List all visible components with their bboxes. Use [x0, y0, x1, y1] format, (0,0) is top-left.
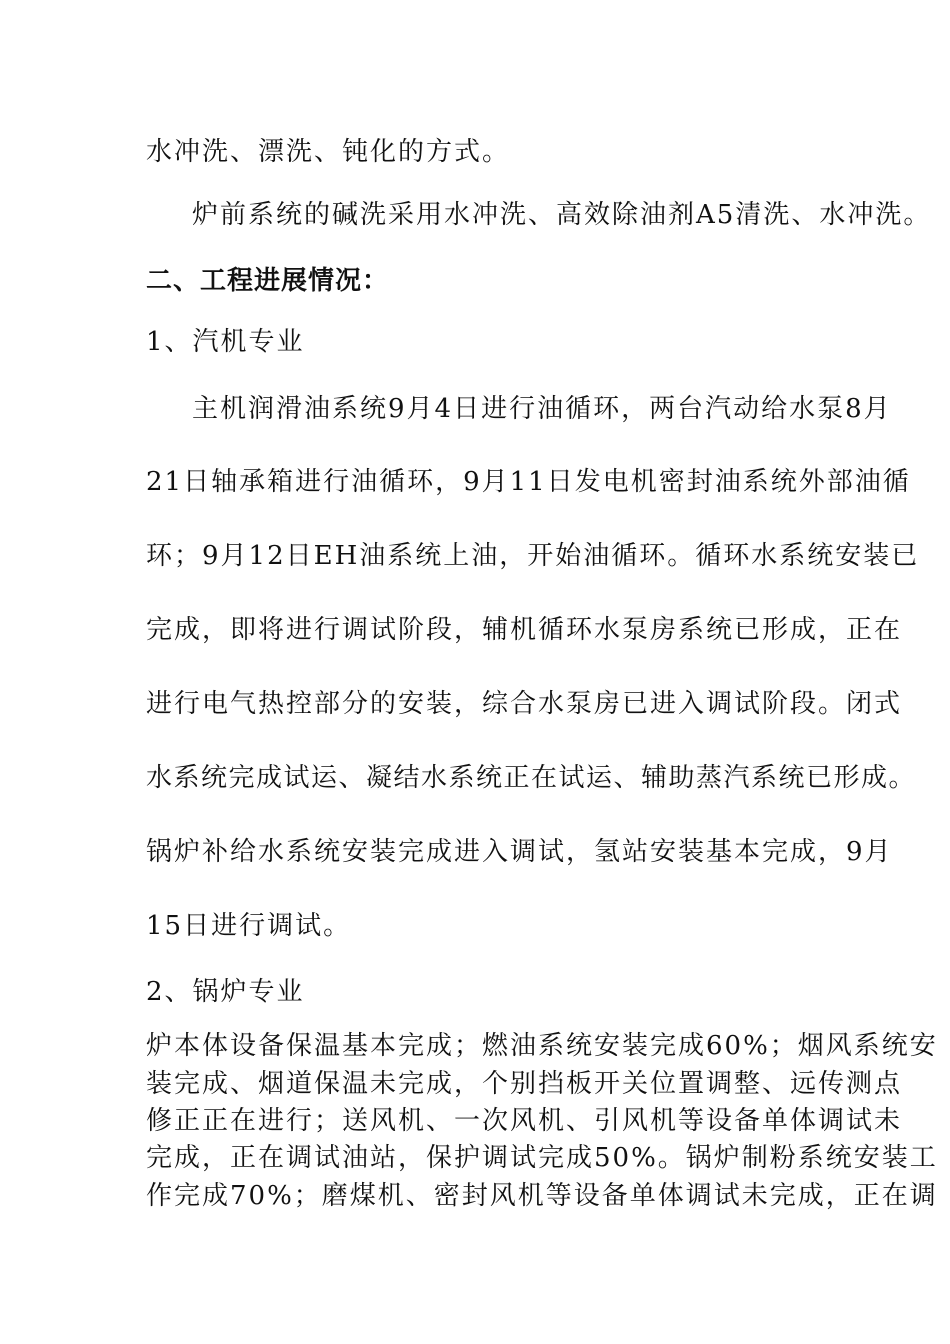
paragraph-line: 锅炉补给水系统安装完成进入调试，氢站安装基本完成，9月 [146, 837, 893, 867]
paragraph-line: 装完成、烟道保温未完成，个别挡板开关位置调整、远传测点 [146, 1069, 903, 1099]
paragraph-line: 环；9月12日EH油系统上油，开始油循环。循环水系统安装已 [146, 541, 920, 571]
subsection-heading: 1、汽机专业 [146, 327, 305, 357]
paragraph-line: 水系统完成试运、凝结水系统正在试运、辅助蒸汽系统已形成。 [146, 763, 917, 793]
paragraph-line: 炉前系统的碱洗采用水冲洗、高效除油剂A5清洗、水冲洗。 [192, 200, 932, 230]
paragraph-line: 水冲洗、漂洗、钝化的方式。 [146, 137, 511, 167]
section-heading: 二、工程进展情况： [146, 266, 390, 296]
subsection-heading: 2、锅炉专业 [146, 977, 305, 1007]
paragraph-line: 完成，正在调试油站，保护调试完成50%。锅炉制粉系统安装工 [146, 1143, 938, 1173]
paragraph-line: 完成，即将进行调试阶段，辅机循环水泵房系统已形成，正在 [146, 615, 903, 645]
paragraph-line: 炉本体设备保温基本完成；燃油系统安装完成60%；烟风系统安 [146, 1031, 938, 1061]
paragraph-line: 主机润滑油系统9月4日进行油循环，两台汽动给水泵8月 [192, 394, 892, 424]
paragraph-line: 进行电气热控部分的安装，综合水泵房已进入调试阶段。闭式 [146, 689, 903, 719]
paragraph-line: 作完成70%；磨煤机、密封风机等设备单体调试未完成，正在调 [146, 1181, 938, 1211]
paragraph-line: 修正正在进行；送风机、一次风机、引风机等设备单体调试未 [146, 1106, 903, 1136]
paragraph-line: 15日进行调试。 [146, 911, 352, 941]
paragraph-line: 21日轴承箱进行油循环，9月11日发电机密封油系统外部油循 [146, 467, 911, 497]
